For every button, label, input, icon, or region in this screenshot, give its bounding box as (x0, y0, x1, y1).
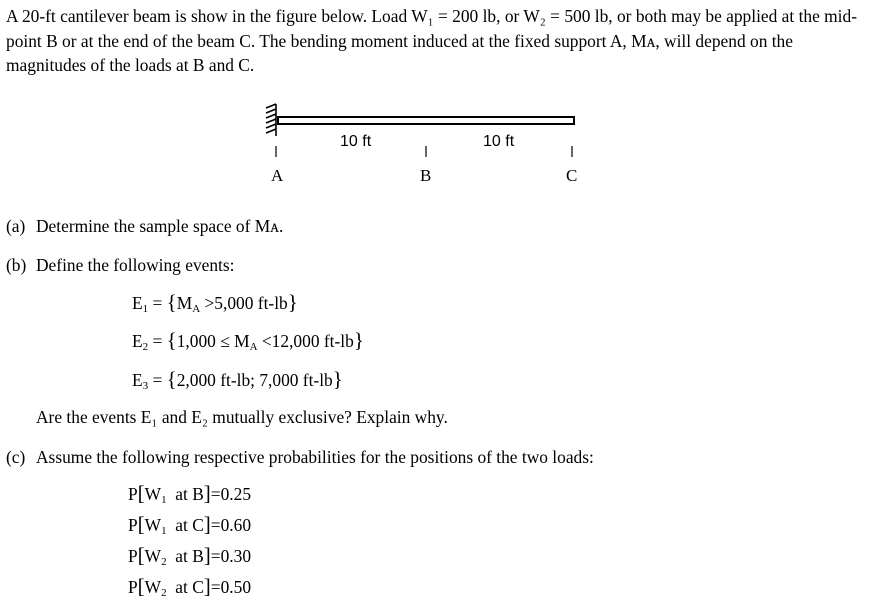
part-c-text: Assume the following respective probabilities for the positions of the two loads: (36, 447, 594, 467)
probability-row: $P[W_2$ at B]=0.30 (128, 543, 252, 568)
event-e3: $E_3 = \{2,000$ ft-lb; 7,000 ft-lb} (132, 367, 343, 392)
part-b-question: Are the events E₁ and E₂ mutually exclusive? Explain why. (36, 407, 448, 427)
problem-intro: A 20-ft cantilever beam is show in the figure below. Load W₁ = 200 lb, or W₂ = 500 lb, or both may be applied at the mid-point B or at the end of the beam C. The bending moment induced at the fixed support A, Mᴀ, will depend on the magnitudes of the loads at B and C. (6, 6, 858, 75)
prob-value: 0.25 (220, 484, 252, 504)
prob-value: 0.50 (220, 577, 252, 597)
part-c-tag: (c) (6, 447, 26, 467)
event-lhs: E (132, 293, 143, 313)
event-lhs: E (132, 370, 143, 390)
beam (278, 117, 574, 124)
event-lhs-sub: 2 (142, 341, 149, 353)
event-rhs-pre: 2,000 ft-lb; 7,000 ft-lb (176, 370, 333, 390)
prob-load-sub: 1 (161, 494, 167, 506)
event-lhs-sub: 1 (142, 303, 149, 315)
event-rhs-post: >5,000 ft-lb (200, 293, 288, 313)
prob-load: W (144, 546, 162, 566)
event-rhs-sub: A (249, 341, 258, 353)
span-left-label: 10 ft (340, 133, 372, 150)
prob-value: 0.60 (220, 515, 252, 535)
span-right-label: 10 ft (483, 133, 515, 150)
prob-load-sub: 1 (161, 525, 167, 537)
event-lhs-sub: 3 (142, 380, 149, 392)
point-a-label: A (271, 166, 284, 185)
event-rhs-post: <12,000 ft-lb (257, 331, 354, 351)
event-lhs: E (132, 331, 143, 351)
prob-value: 0.30 (220, 546, 252, 566)
probability-row: $P[W_2$ at C]=0.50 (128, 574, 252, 599)
part-b-text: Define the following events: (36, 255, 235, 275)
prob-load-sub: 2 (161, 556, 167, 568)
part-a-text: Determine the sample space of Mᴀ. (36, 216, 284, 236)
cantilever-beam-figure (0, 0, 872, 200)
prob-load: W (144, 484, 162, 504)
fixed-support-hatch (266, 104, 276, 136)
prob-load-sub: 2 (161, 587, 167, 599)
prob-position: at C (175, 577, 204, 597)
prob-load: W (144, 515, 162, 535)
probability-row: $P[W_1$ at B]=0.25 (128, 481, 252, 506)
event-rhs-pre: M (176, 293, 193, 313)
point-b-label: B (420, 166, 432, 185)
event-e1: $E_1 = \{M_A >5,000$ ft-lb} (132, 290, 298, 315)
probability-row: $P[W_1$ at C]=0.60 (128, 512, 252, 537)
event-e2: $E_2 = \{1,000 \le M_A <12,000$ ft-lb} (132, 328, 364, 353)
prob-position: at B (175, 546, 204, 566)
prob-load: W (144, 577, 162, 597)
part-a-tag: (a) (6, 216, 26, 236)
event-rhs-pre: 1,000 ≤ M (176, 331, 250, 351)
part-b-tag: (b) (6, 255, 27, 275)
event-rhs-sub: A (192, 303, 201, 315)
point-c-label: C (566, 166, 578, 185)
prob-position: at C (175, 515, 204, 535)
prob-position: at B (175, 484, 204, 504)
